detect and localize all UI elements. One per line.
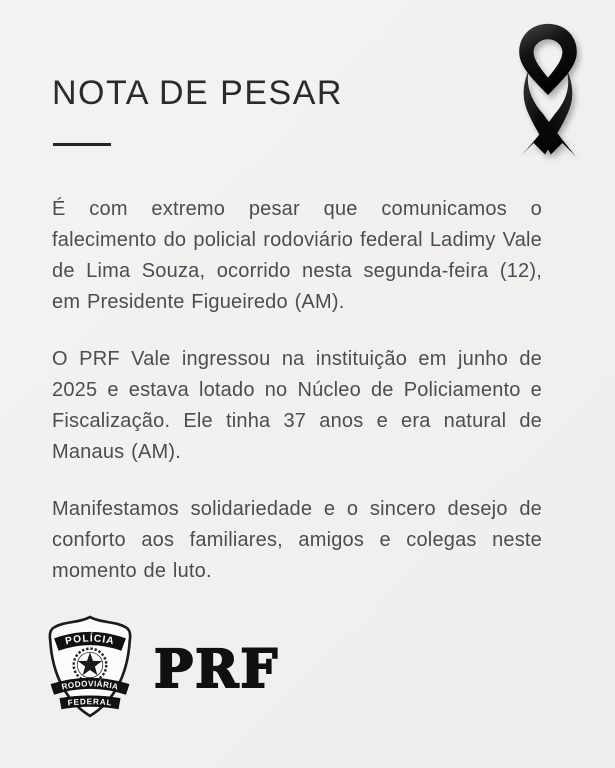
badge-banner-policia: POLÍCIA — [64, 633, 116, 648]
mourning-ribbon-svg — [495, 22, 601, 166]
title-underline — [53, 143, 111, 146]
prf-logo-lockup — [44, 614, 292, 720]
obituary-paragraph-1: É com extremo pesar que comunicamos o falecimento do policial rodoviário federal Ladimy Vale de Lima Souza, ocorrido nesta segunda-feira (12), em Presidente Figueiredo (AM). — [52, 198, 542, 313]
prf-wordmark — [152, 637, 292, 697]
obituary-paragraph-3: Manifestamos solidariedade e o sincero desejo de conforto aos familiares, amigos e colegas neste momento de luto. — [52, 498, 542, 582]
svg-text:FEDERAL — [67, 697, 113, 707]
badge-banner-rodoviaria: RODOVIÁRIA — [60, 679, 120, 692]
badge-banner-federal: FEDERAL — [67, 697, 113, 708]
page-title: NOTA DE PESAR — [52, 74, 343, 112]
mourning-ribbon-icon — [495, 22, 601, 166]
prf-wordmark-text: PRF — [154, 639, 280, 697]
prf-wordmark-svg — [152, 637, 292, 697]
note-body — [52, 194, 542, 587]
prf-badge-icon — [44, 614, 136, 720]
prf-badge-svg — [44, 614, 136, 720]
obituary-paragraph-2: O PRF Vale ingressou na instituição em junho de 2025 e estava lotado no Núcleo de Policiamento e Fiscalização. Ele tinha 37 anos e era natural de Manaus (AM). — [52, 348, 542, 463]
